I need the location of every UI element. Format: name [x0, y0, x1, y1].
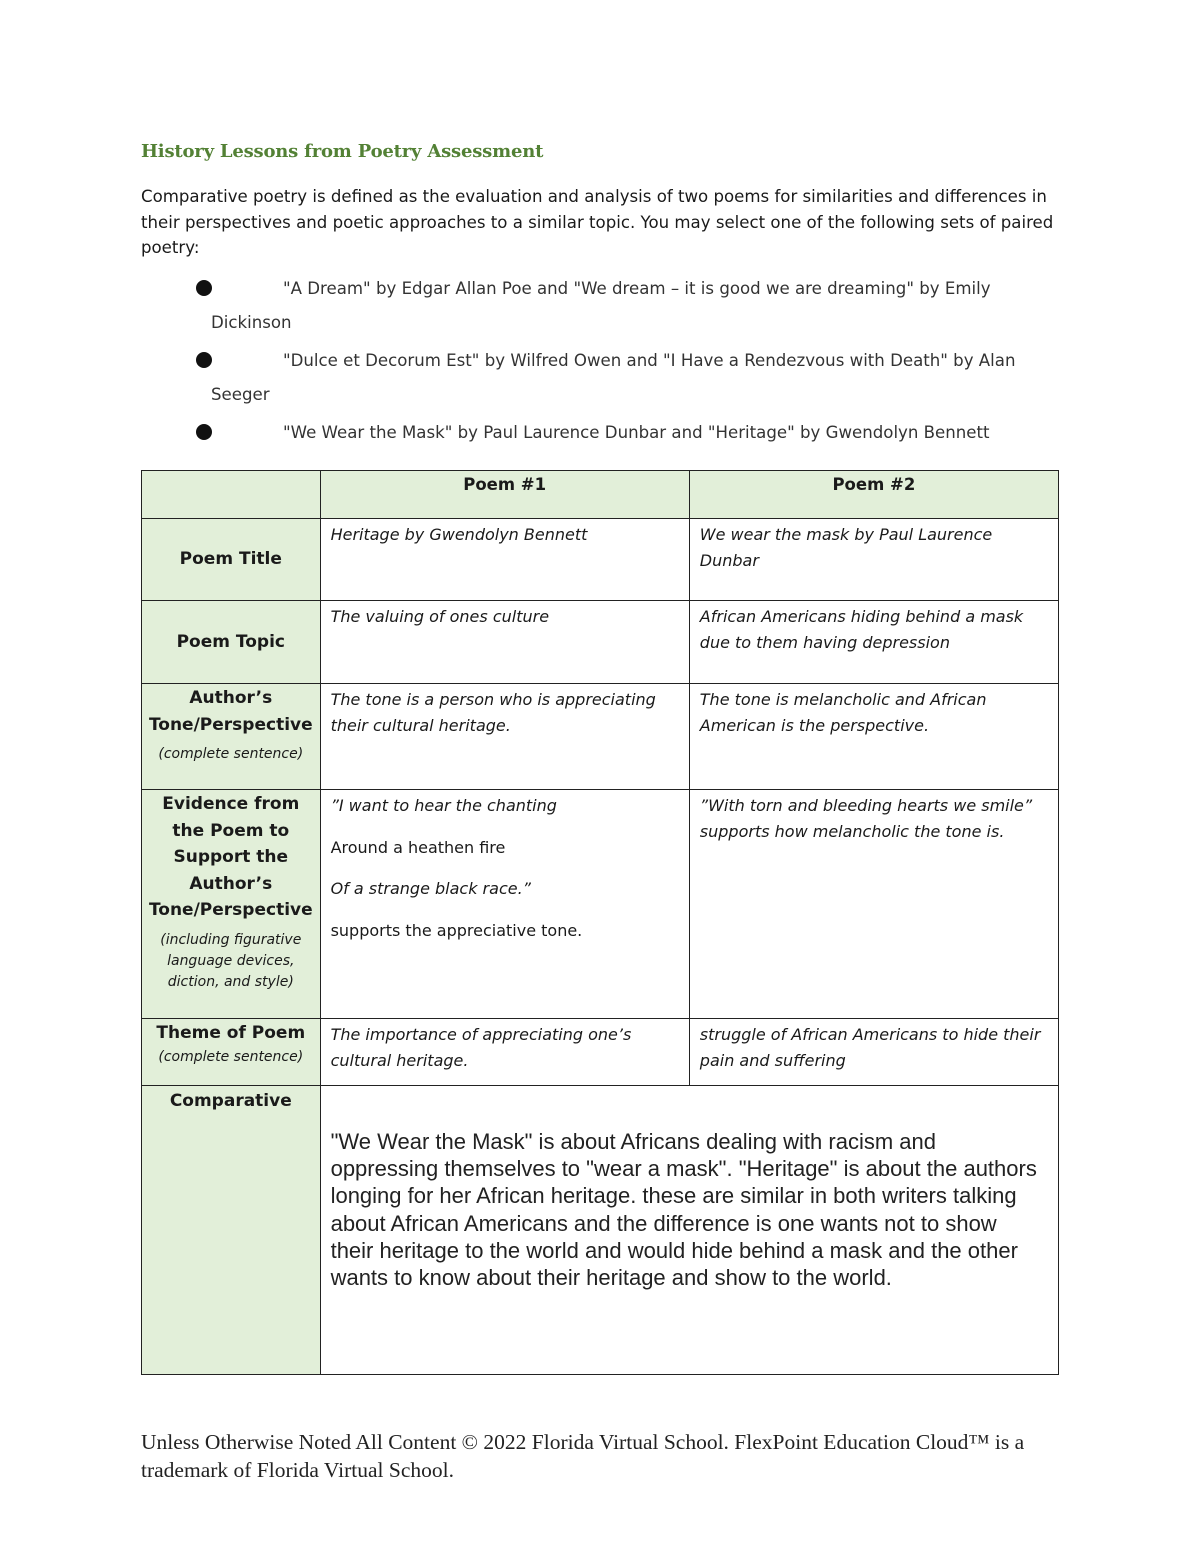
poem2-tone-cell[interactable]: The tone is melancholic and African American is the perspective.: [689, 684, 1058, 790]
poem1-title-cell[interactable]: Heritage by Gwendolyn Bennett: [320, 519, 689, 601]
pair-line-2: Seeger: [211, 385, 270, 404]
label-subtext: (complete sentence): [158, 1048, 304, 1065]
evidence-line: supports the appreciative tone.: [330, 920, 583, 940]
bullet-icon: [196, 352, 212, 368]
label-subtext: (complete sentence): [158, 746, 304, 762]
row-label-evidence: [142, 790, 321, 1019]
pair-line-1: "A Dream" by Edgar Allan Poe and "We dream – it is good we are dreaming" by Emily: [283, 279, 991, 298]
row-label-author-tone: [142, 684, 321, 790]
list-item: [141, 416, 1066, 450]
comparative-answer-cell[interactable]: "We Wear the Mask" is about Africans dealing with racism and oppressing themselves to "wear a mask". "Heritage" is about the authors longing for her African heritage. these are similar in both writers talking about African Americans and the difference is one wants not to show their heritage to the world and would hide behind a mask and the other wants to know about their heritage and show to the world.: [320, 1086, 1058, 1375]
bullet-icon: [196, 280, 212, 296]
table-row: [142, 684, 1059, 790]
row-label-poem-title: [142, 519, 321, 601]
pair-line-2: Dickinson: [211, 313, 292, 332]
row-label-poem-topic: [142, 601, 321, 684]
table-row: [142, 519, 1059, 601]
label-text: Comparative: [169, 1091, 292, 1111]
comparison-table: [141, 470, 1059, 1375]
poem2-topic-cell[interactable]: African Americans hiding behind a mask due to them having depression: [689, 601, 1058, 684]
poem2-title-cell[interactable]: We wear the mask by Paul Laurence Dunbar: [689, 519, 1058, 601]
list-item: [141, 272, 1066, 342]
header-poem-2: Poem #2: [689, 471, 1058, 519]
label-text: Author’s Tone/Perspective: [148, 688, 313, 735]
table-header-row: [142, 471, 1059, 519]
poem2-theme-cell[interactable]: struggle of African Americans to hide their pain and suffering: [689, 1019, 1058, 1086]
table-row: [142, 601, 1059, 684]
table-row: [142, 1019, 1059, 1086]
label-text: Poem Topic: [176, 631, 285, 652]
label-text: Evidence from the Poem to Support the Author’s Tone/Perspective: [148, 794, 313, 920]
poem1-evidence-cell[interactable]: [320, 790, 689, 1019]
row-label-theme: [142, 1019, 321, 1086]
poem1-theme-cell[interactable]: The importance of appreciating one’s cultural heritage.: [320, 1019, 689, 1086]
row-label-comparative: [142, 1086, 321, 1375]
poem2-evidence-cell[interactable]: ”With torn and bleeding hearts we smile” supports how melancholic the tone is.: [689, 790, 1058, 1019]
table-row: [142, 1086, 1059, 1375]
label-text: Poem Title: [179, 549, 282, 570]
header-poem-1: Poem #1: [320, 471, 689, 519]
header-blank-cell: [142, 471, 321, 519]
list-item: [141, 344, 1066, 414]
table-row: [142, 790, 1059, 1019]
intro-paragraph: Comparative poetry is defined as the evaluation and analysis of two poems for similarities and differences in their perspectives and poetic approaches to a similar topic. You may select one of the following sets of paired poetry:: [141, 187, 1054, 257]
bullet-icon: [196, 424, 212, 440]
pair-line-1: "We Wear the Mask" by Paul Laurence Dunbar and "Heritage" by Gwendolyn Bennett: [283, 423, 990, 442]
evidence-line: ”I want to hear the chanting: [330, 796, 557, 815]
evidence-line: Of a strange black race.”: [330, 879, 531, 898]
poem1-tone-cell[interactable]: The tone is a person who is appreciating their cultural heritage.: [320, 684, 689, 790]
label-text: Theme of Poem: [156, 1023, 306, 1043]
copyright-footer: Unless Otherwise Noted All Content © 2022 Florida Virtual School. FlexPoint Education Cloud™ is a trademark of Florida Virtual School.: [141, 1430, 1025, 1482]
pair-line-1: "Dulce et Decorum Est" by Wilfred Owen and "I Have a Rendezvous with Death" by Alan: [283, 351, 1016, 370]
label-subtext: (including figurative language devices, diction, and style): [160, 931, 302, 990]
poem-pair-list: [141, 272, 1066, 452]
poem1-topic-cell[interactable]: The valuing of ones culture: [320, 601, 689, 684]
page-title: History Lessons from Poetry Assessment: [141, 141, 544, 162]
evidence-line: Around a heathen fire: [330, 837, 506, 857]
